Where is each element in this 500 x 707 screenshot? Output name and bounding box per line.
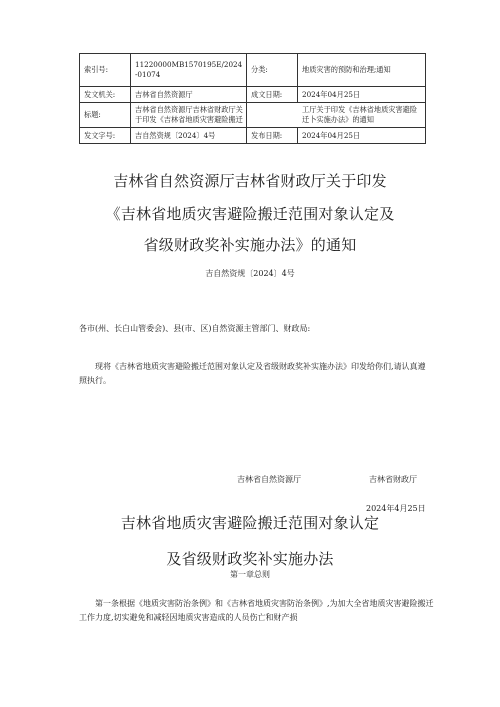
article-1-text: 第一条根据《地质灾害防治条例》和《吉林省地质灾害防治条例》,为加大全省地质灾害避险搬迁工作力度,切实避免和减轻因地质灾害造成的人员伤亡和财产损 bbox=[79, 599, 434, 622]
index-label: 索引号: bbox=[80, 54, 131, 87]
published-date-value: 2024年04月25日 bbox=[298, 128, 426, 144]
docnum-value: 吉自然资规〔2024〕4号 bbox=[131, 128, 247, 144]
notice-signer-finance: 吉林省财政厅 bbox=[369, 475, 417, 484]
published-date-label: 发布日期: bbox=[247, 128, 298, 144]
notice-signer-natural-resources: 吉林省自然资源厅 bbox=[237, 475, 301, 484]
notice-date: 2024年4月25日 bbox=[366, 504, 426, 513]
meta-row-docnum bbox=[80, 128, 426, 144]
category-label: 分类: bbox=[247, 54, 298, 87]
subject-value: 吉林省自然资源厅吉林省财政厅关于印发《吉林省地质灾害避险搬迁 bbox=[135, 105, 243, 124]
category-value: 地质灾害的预防和治理;通知 bbox=[298, 54, 426, 87]
issuer-value: 吉林省自然资源厅 bbox=[131, 87, 247, 103]
index-value: 11220000MB1570195E/2024-01074 bbox=[131, 54, 247, 87]
meta-row-subject bbox=[80, 103, 426, 128]
notice-body: 现将《吉林省地质灾害避险搬迁范围对象认定及省级财政奖补实施办法》印发给你们,请认真遵照执行。 bbox=[79, 362, 426, 385]
meta-row-issuer bbox=[80, 87, 426, 103]
notice-recipients: 各市(州、长白山管委会)、县(市、区)自然资源主管部门、财政局: bbox=[79, 324, 311, 333]
notice-title-line-3: 省级财政奖补实施办法》的通知 bbox=[143, 236, 357, 254]
chapter-heading: 第一章总则 bbox=[230, 570, 270, 579]
meta-row-index bbox=[80, 54, 426, 87]
notice-title-line-1: 吉林省自然资源厅吉林省财政厅关于印发 bbox=[113, 172, 387, 190]
issuer-label: 发文机关: bbox=[80, 87, 131, 103]
document-metadata-table bbox=[79, 53, 426, 144]
docnum-label: 发文字号: bbox=[80, 128, 131, 144]
notice-doc-number: 吉自然资规〔2024〕4号 bbox=[205, 269, 295, 278]
subject-continuation-cell bbox=[247, 103, 426, 128]
measures-title-line-2: 及省级财政奖补实施办法 bbox=[166, 550, 334, 568]
subject-continuation: 工厅关于印发《吉林省地质灾害避险迁卜实施办法》的通知 bbox=[302, 105, 418, 124]
measures-title-line-1: 吉林省地质灾害避险搬迁范围对象认定 bbox=[120, 514, 380, 532]
subject-value-cell bbox=[131, 103, 247, 128]
created-date-label: 成文日期: bbox=[247, 87, 298, 103]
notice-title-line-2: 《吉林省地质灾害避险搬迁范围对象认定及 bbox=[105, 205, 395, 223]
subject-label: 标题: bbox=[80, 103, 131, 128]
created-date-value: 2024年04月25日 bbox=[298, 87, 426, 103]
